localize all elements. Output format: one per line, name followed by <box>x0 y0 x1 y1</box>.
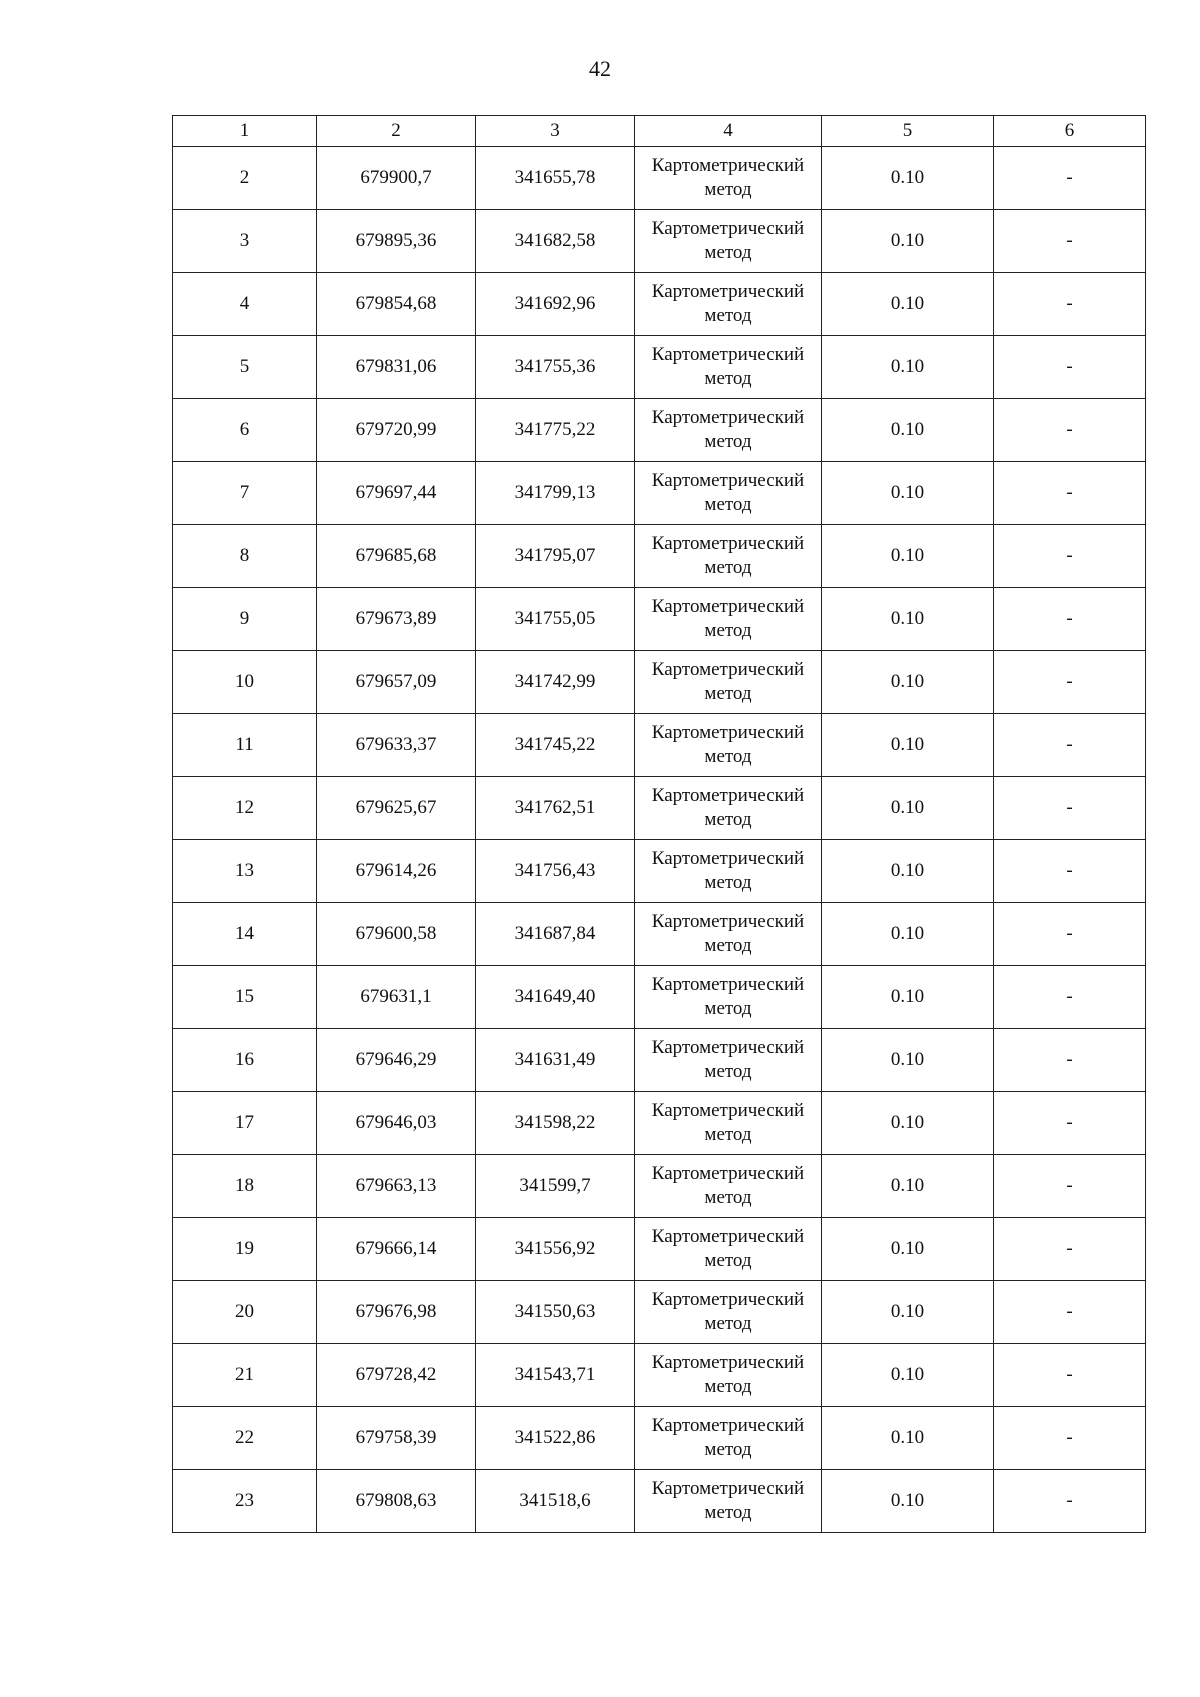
note-cell: - <box>994 1092 1146 1155</box>
method-line-1: Картометрический <box>651 1226 805 1247</box>
table-row <box>173 462 1146 525</box>
accuracy-cell: 0.10 <box>822 651 994 714</box>
note-cell: - <box>994 273 1146 336</box>
method-cell <box>635 1029 822 1092</box>
column-number: 3 <box>476 116 635 147</box>
note-cell: - <box>994 714 1146 777</box>
accuracy-cell: 0.10 <box>822 714 994 777</box>
method-line-2: метод <box>704 683 752 704</box>
method-line-1: Картометрический <box>651 659 805 680</box>
point-number-cell: 7 <box>173 462 317 525</box>
method-cell <box>635 1218 822 1281</box>
y-coordinate-cell: 341799,13 <box>476 462 635 525</box>
method-cell <box>635 336 822 399</box>
note-cell: - <box>994 903 1146 966</box>
method-line-1: Картометрический <box>651 218 805 239</box>
accuracy-cell: 0.10 <box>822 1092 994 1155</box>
accuracy-cell: 0.10 <box>822 903 994 966</box>
point-number-cell: 2 <box>173 147 317 210</box>
x-coordinate-cell: 679625,67 <box>317 777 476 840</box>
method-cell <box>635 1344 822 1407</box>
column-number: 2 <box>317 116 476 147</box>
note-cell: - <box>994 651 1146 714</box>
point-number-cell: 17 <box>173 1092 317 1155</box>
table-row <box>173 1092 1146 1155</box>
method-line-2: метод <box>704 179 752 200</box>
table-row <box>173 588 1146 651</box>
method-cell <box>635 966 822 1029</box>
table-row <box>173 777 1146 840</box>
y-coordinate-cell: 341518,6 <box>476 1470 635 1533</box>
y-coordinate-cell: 341599,7 <box>476 1155 635 1218</box>
x-coordinate-cell: 679685,68 <box>317 525 476 588</box>
accuracy-cell: 0.10 <box>822 1470 994 1533</box>
method-line-1: Картометрический <box>651 1289 805 1310</box>
point-number-cell: 6 <box>173 399 317 462</box>
method-cell <box>635 1155 822 1218</box>
y-coordinate-cell: 341649,40 <box>476 966 635 1029</box>
accuracy-cell: 0.10 <box>822 1344 994 1407</box>
accuracy-cell: 0.10 <box>822 588 994 651</box>
table-row <box>173 1281 1146 1344</box>
column-number: 1 <box>173 116 317 147</box>
method-cell <box>635 273 822 336</box>
table-row <box>173 1344 1146 1407</box>
point-number-cell: 15 <box>173 966 317 1029</box>
method-cell <box>635 462 822 525</box>
x-coordinate-cell: 679657,09 <box>317 651 476 714</box>
table-row <box>173 1470 1146 1533</box>
x-coordinate-cell: 679631,1 <box>317 966 476 1029</box>
y-coordinate-cell: 341655,78 <box>476 147 635 210</box>
method-line-1: Картометрический <box>651 1037 805 1058</box>
accuracy-cell: 0.10 <box>822 462 994 525</box>
method-line-2: метод <box>704 620 752 641</box>
y-coordinate-cell: 341550,63 <box>476 1281 635 1344</box>
point-number-cell: 22 <box>173 1407 317 1470</box>
accuracy-cell: 0.10 <box>822 147 994 210</box>
method-line-1: Картометрический <box>651 155 805 176</box>
method-line-2: метод <box>704 1124 752 1145</box>
method-line-2: метод <box>704 809 752 830</box>
method-cell <box>635 840 822 903</box>
x-coordinate-cell: 679720,99 <box>317 399 476 462</box>
note-cell: - <box>994 1407 1146 1470</box>
note-cell: - <box>994 966 1146 1029</box>
table-row <box>173 399 1146 462</box>
note-cell: - <box>994 1155 1146 1218</box>
accuracy-cell: 0.10 <box>822 399 994 462</box>
point-number-cell: 10 <box>173 651 317 714</box>
table-row <box>173 1155 1146 1218</box>
method-cell <box>635 525 822 588</box>
method-line-1: Картометрический <box>651 848 805 869</box>
method-cell <box>635 147 822 210</box>
method-line-2: метод <box>704 557 752 578</box>
accuracy-cell: 0.10 <box>822 1218 994 1281</box>
accuracy-cell: 0.10 <box>822 840 994 903</box>
x-coordinate-cell: 679808,63 <box>317 1470 476 1533</box>
method-line-1: Картометрический <box>651 974 805 995</box>
y-coordinate-cell: 341598,22 <box>476 1092 635 1155</box>
x-coordinate-cell: 679633,37 <box>317 714 476 777</box>
y-coordinate-cell: 341775,22 <box>476 399 635 462</box>
method-cell <box>635 399 822 462</box>
accuracy-cell: 0.10 <box>822 525 994 588</box>
point-number-cell: 21 <box>173 1344 317 1407</box>
point-number-cell: 3 <box>173 210 317 273</box>
method-line-2: метод <box>704 1061 752 1082</box>
note-cell: - <box>994 1470 1146 1533</box>
method-line-1: Картометрический <box>651 470 805 491</box>
y-coordinate-cell: 341543,71 <box>476 1344 635 1407</box>
point-number-cell: 18 <box>173 1155 317 1218</box>
method-line-1: Картометрический <box>651 1163 805 1184</box>
x-coordinate-cell: 679854,68 <box>317 273 476 336</box>
method-line-1: Картометрический <box>651 1415 805 1436</box>
column-number: 6 <box>994 116 1146 147</box>
method-cell <box>635 714 822 777</box>
accuracy-cell: 0.10 <box>822 336 994 399</box>
method-cell <box>635 903 822 966</box>
table-row <box>173 525 1146 588</box>
x-coordinate-cell: 679600,58 <box>317 903 476 966</box>
accuracy-cell: 0.10 <box>822 1407 994 1470</box>
column-number: 4 <box>635 116 822 147</box>
note-cell: - <box>994 1029 1146 1092</box>
note-cell: - <box>994 462 1146 525</box>
y-coordinate-cell: 341745,22 <box>476 714 635 777</box>
method-line-2: метод <box>704 305 752 326</box>
y-coordinate-cell: 341556,92 <box>476 1218 635 1281</box>
method-line-2: метод <box>704 431 752 452</box>
method-line-2: метод <box>704 1439 752 1460</box>
note-cell: - <box>994 1218 1146 1281</box>
method-cell <box>635 210 822 273</box>
method-line-2: метод <box>704 1376 752 1397</box>
accuracy-cell: 0.10 <box>822 1281 994 1344</box>
y-coordinate-cell: 341631,49 <box>476 1029 635 1092</box>
x-coordinate-cell: 679831,06 <box>317 336 476 399</box>
table-row <box>173 966 1146 1029</box>
accuracy-cell: 0.10 <box>822 777 994 840</box>
table-row <box>173 903 1146 966</box>
method-cell <box>635 777 822 840</box>
page-number: 42 <box>589 56 611 81</box>
x-coordinate-cell: 679895,36 <box>317 210 476 273</box>
method-line-2: метод <box>704 1250 752 1271</box>
table-row <box>173 714 1146 777</box>
table-row <box>173 1407 1146 1470</box>
point-number-cell: 23 <box>173 1470 317 1533</box>
note-cell: - <box>994 210 1146 273</box>
x-coordinate-cell: 679758,39 <box>317 1407 476 1470</box>
method-line-1: Картометрический <box>651 722 805 743</box>
method-line-2: метод <box>704 1502 752 1523</box>
y-coordinate-cell: 341742,99 <box>476 651 635 714</box>
point-number-cell: 8 <box>173 525 317 588</box>
method-line-1: Картометрический <box>651 911 805 932</box>
table-row <box>173 1218 1146 1281</box>
note-cell: - <box>994 336 1146 399</box>
point-number-cell: 16 <box>173 1029 317 1092</box>
point-number-cell: 4 <box>173 273 317 336</box>
method-line-1: Картометрический <box>651 1100 805 1121</box>
x-coordinate-cell: 679676,98 <box>317 1281 476 1344</box>
method-line-2: метод <box>704 935 752 956</box>
note-cell: - <box>994 1281 1146 1344</box>
point-number-cell: 9 <box>173 588 317 651</box>
note-cell: - <box>994 777 1146 840</box>
y-coordinate-cell: 341692,96 <box>476 273 635 336</box>
method-cell <box>635 1092 822 1155</box>
method-cell <box>635 1281 822 1344</box>
method-line-2: метод <box>704 494 752 515</box>
accuracy-cell: 0.10 <box>822 1155 994 1218</box>
accuracy-cell: 0.10 <box>822 966 994 1029</box>
method-line-2: метод <box>704 368 752 389</box>
method-line-2: метод <box>704 242 752 263</box>
method-line-1: Картометрический <box>651 596 805 617</box>
table-row <box>173 273 1146 336</box>
coordinates-table <box>172 115 1146 1533</box>
x-coordinate-cell: 679646,29 <box>317 1029 476 1092</box>
y-coordinate-cell: 341522,86 <box>476 1407 635 1470</box>
method-cell <box>635 1407 822 1470</box>
method-line-1: Картометрический <box>651 281 805 302</box>
note-cell: - <box>994 525 1146 588</box>
method-line-1: Картометрический <box>651 785 805 806</box>
table-row <box>173 336 1146 399</box>
point-number-cell: 13 <box>173 840 317 903</box>
method-line-2: метод <box>704 746 752 767</box>
x-coordinate-cell: 679614,26 <box>317 840 476 903</box>
column-number-row <box>173 116 1146 147</box>
accuracy-cell: 0.10 <box>822 210 994 273</box>
method-line-1: Картометрический <box>651 1352 805 1373</box>
method-line-1: Картометрический <box>651 407 805 428</box>
table-row <box>173 147 1146 210</box>
column-number: 5 <box>822 116 994 147</box>
x-coordinate-cell: 679666,14 <box>317 1218 476 1281</box>
method-line-1: Картометрический <box>651 1478 805 1499</box>
point-number-cell: 11 <box>173 714 317 777</box>
method-line-1: Картометрический <box>651 533 805 554</box>
x-coordinate-cell: 679646,03 <box>317 1092 476 1155</box>
table-row <box>173 210 1146 273</box>
y-coordinate-cell: 341755,05 <box>476 588 635 651</box>
y-coordinate-cell: 341682,58 <box>476 210 635 273</box>
method-cell <box>635 651 822 714</box>
method-line-2: метод <box>704 1313 752 1334</box>
note-cell: - <box>994 1344 1146 1407</box>
point-number-cell: 5 <box>173 336 317 399</box>
point-number-cell: 12 <box>173 777 317 840</box>
point-number-cell: 20 <box>173 1281 317 1344</box>
method-line-2: метод <box>704 872 752 893</box>
point-number-cell: 14 <box>173 903 317 966</box>
method-line-1: Картометрический <box>651 344 805 365</box>
y-coordinate-cell: 341755,36 <box>476 336 635 399</box>
accuracy-cell: 0.10 <box>822 273 994 336</box>
y-coordinate-cell: 341762,51 <box>476 777 635 840</box>
note-cell: - <box>994 588 1146 651</box>
method-line-2: метод <box>704 1187 752 1208</box>
y-coordinate-cell: 341687,84 <box>476 903 635 966</box>
x-coordinate-cell: 679673,89 <box>317 588 476 651</box>
table-row <box>173 840 1146 903</box>
method-cell <box>635 1470 822 1533</box>
y-coordinate-cell: 341795,07 <box>476 525 635 588</box>
y-coordinate-cell: 341756,43 <box>476 840 635 903</box>
x-coordinate-cell: 679697,44 <box>317 462 476 525</box>
method-line-2: метод <box>704 998 752 1019</box>
point-number-cell: 19 <box>173 1218 317 1281</box>
accuracy-cell: 0.10 <box>822 1029 994 1092</box>
x-coordinate-cell: 679900,7 <box>317 147 476 210</box>
note-cell: - <box>994 399 1146 462</box>
x-coordinate-cell: 679663,13 <box>317 1155 476 1218</box>
x-coordinate-cell: 679728,42 <box>317 1344 476 1407</box>
table-row <box>173 1029 1146 1092</box>
note-cell: - <box>994 147 1146 210</box>
note-cell: - <box>994 840 1146 903</box>
method-cell <box>635 588 822 651</box>
table-row <box>173 651 1146 714</box>
